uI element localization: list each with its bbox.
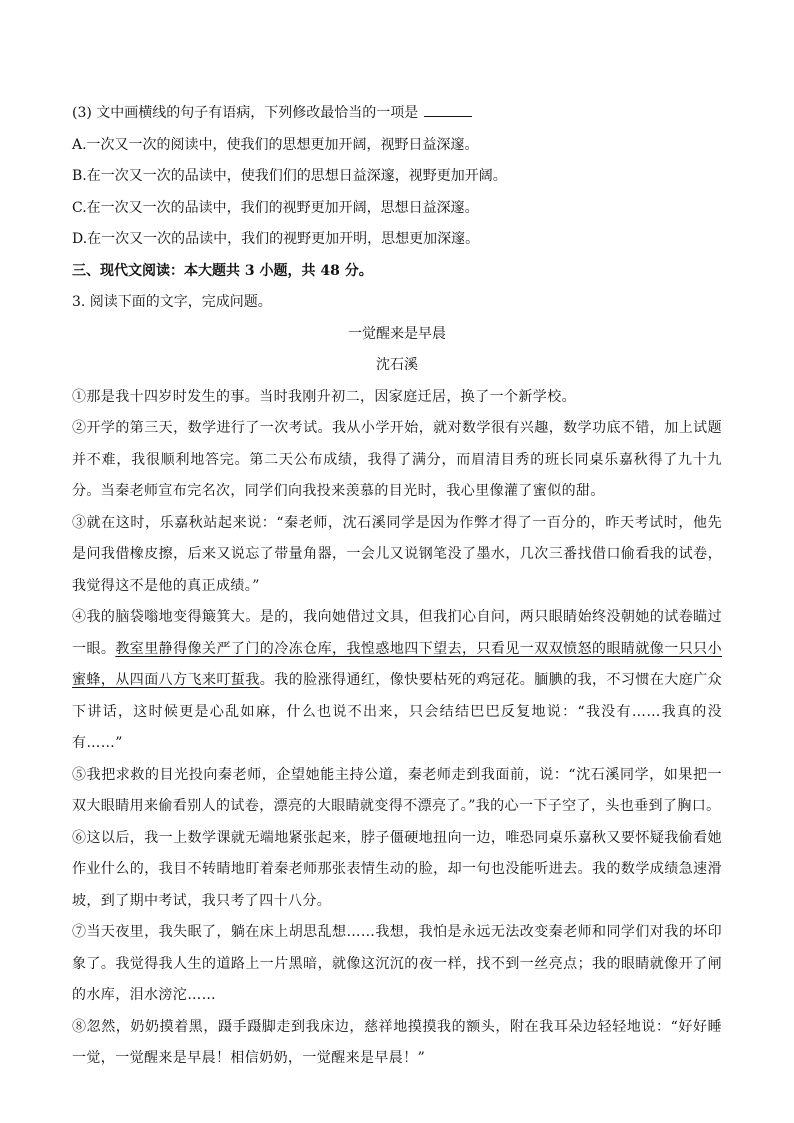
section-instruction: 3. 阅读下面的文字，完成问题。	[72, 294, 272, 310]
option-d: D.在一次又一次的品读中，我们的视野更加开明，思想更加深邃。	[72, 231, 480, 247]
answer-blank	[424, 104, 472, 117]
section-heading: 三、现代文阅读：本大题共 3 小题，共 48 分。	[72, 262, 373, 279]
paragraph-2: ②开学的第三天，数学进行了一次考试。我从小学开始，就对数学很有兴趣，数学功底不错，加上试题并不难，我很顺利地答完。第二天公布成绩，我得了满分，而眉清目秀的班长同桌乐嘉秋得了九十九分。当秦老师宣布完名次，同学们向我投来羡慕的目光时，我心里像灌了蜜似的甜。	[72, 420, 722, 499]
option-b: B.在一次又一次的品读中，使我们们的思想日益深邃，视野更加开阔。	[72, 168, 507, 184]
article-author: 沈石溪	[376, 357, 418, 373]
option-c: C.在一次又一次的品读中，我们的视野更加开阔，思想日益深邃。	[72, 199, 479, 216]
paragraph-1: ①那是我十四岁时发生的事。当时我刚升初二，因家庭迁居，换了一个新学校。	[72, 388, 576, 405]
paragraph-8: ⑧忽然，奶奶摸着黑，蹑手蹑脚走到我床边，慈祥地摸摸我的额头，附在我耳朵边轻轻地说：“好好睡一觉，一觉醒来是早晨！相信奶奶，一觉醒来是早晨！”	[72, 1018, 722, 1066]
option-a: A.一次又一次的阅读中，使我们的思想更加开阔，视野日益深邃。	[72, 136, 479, 153]
paragraph-7: ⑦当天夜里，我失眠了，躺在床上胡思乱想……我想，我怕是永远无法改变秦老师和同学们对我的坏印象了。我觉得我人生的道路上一片黑暗，就像这沉沉的夜一样，找不到一丝亮点；我的眼睛就像开了闸的水库，泪水滂沱……	[72, 924, 722, 1003]
article-title: 一觉醒来是早晨	[348, 325, 446, 342]
document-page	[72, 98, 722, 1075]
paragraph-5: ⑤我把求救的目光投向秦老师，企望她能主持公道，秦老师走到我面前，说：“沈石溪同学，如果把一双大眼睛用来偷看别人的试卷，漂亮的大眼睛就变得不漂亮了。”我的心一下子空了，头也垂到了胸口。	[72, 766, 722, 814]
paragraph-3: ③就在这时，乐嘉秋站起来说：“秦老师，沈石溪同学是因为作弊才得了一百分的，昨天考试时，他先是问我借橡皮擦，后来又说忘了带量角器，一会儿又说钢笔没了墨水，几次三番找借口偷看我的试卷，我觉得这不是他的真正成绩。”	[72, 514, 722, 594]
question-stem-text: (3) 文中画横线的句子有语病，下列修改最恰当的一项是	[72, 105, 419, 121]
underlined-sentence: 教室里静得像关严了门的冷冻仓库，我惶惑地四下望去，只看见一双双愤怒的眼睛就像一只只小蜜蜂，从四面八方飞来叮蜇我	[72, 640, 722, 688]
paragraph-4-end: 。我的脸涨得通红，像快要枯死的鸡冠花。腼腆的我，不习惯在大庭广众下讲话，这时候更是心乱如麻，什么也说不出来，只会结结巴巴反复地说：“我没有……我真的没有……”	[72, 672, 722, 751]
paragraph-4-start: ④我的脑袋嗡地变得簸箕大。是的，我向她借过文具，但我扪心自问，两只眼睛始终没朝她的试卷瞄过一眼。	[72, 609, 722, 657]
question-stem	[72, 98, 722, 130]
paragraph-4	[72, 602, 722, 760]
paragraph-6: ⑥这以后，我一上数学课就无端地紧张起来，脖子僵硬地扭向一边，唯恐同桌乐嘉秋又要怀疑我偷看她作业什么的，我目不转睛地盯着秦老师那张表情生动的脸，却一句也没能听进去。我的数学成绩急速滑坡，到了期中考试，我只考了四十八分。	[72, 829, 722, 909]
